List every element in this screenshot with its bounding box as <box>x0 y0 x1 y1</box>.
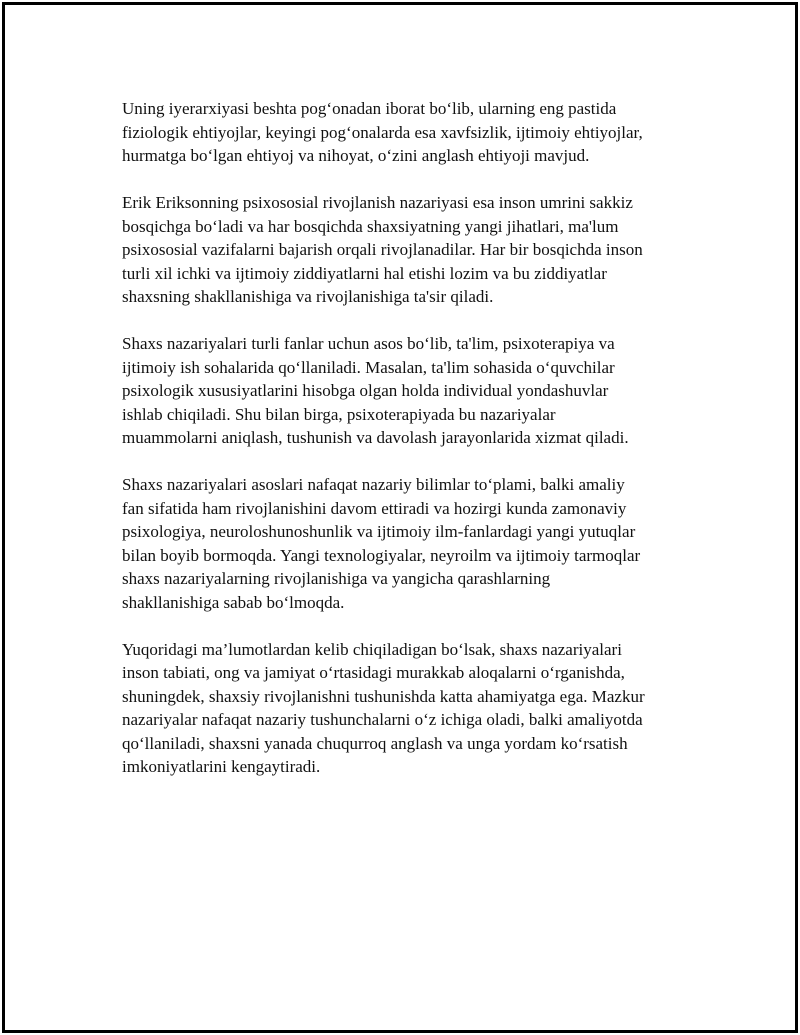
paragraph-1: Uning iyerarxiyasi beshta pog‘onadan iborat bo‘lib, ularning eng pastida fiziologik ehtiyojlar, keyingi pog‘onalarda esa xavfsizlik, ijtimoiy ehtiyojlar, hurmatga bo‘lgan ehtiyoj va nihoyat, o‘zini anglash ehtiyoji mavjud. <box>122 99 643 165</box>
paragraph-2: Erik Eriksonning psixososial rivojlanish nazariyasi esa inson umrini sakkiz bosqichga bo‘ladi va har bosqichda shaxsiyatning yangi jihatlari, ma'lum psixososial vazifalarni bajarish orqali rivojlanadilar. Har bir bosqichda inson turli xil ichki va ijtimoiy ziddiyatlarni hal etishi lozim va bu ziddiyatlar shaxsning shakllanishiga va rivojlanishiga ta'sir qiladi. <box>122 193 643 306</box>
paragraph-3: Shaxs nazariyalari turli fanlar uchun asos bo‘lib, ta'lim, psixoterapiya va ijtimoiy ish sohalarida qo‘llaniladi. Masalan, ta'lim sohasida o‘quvchilar psixologik xususiyatlarini hisobga olgan holda individual yondashuvlar ishlab chiqiladi. Shu bilan birga, psixoterapiyada bu nazariyalar muammolarni aniqlash, tushunish va davolash jarayonlarida xizmat qiladi. <box>122 334 629 447</box>
page-frame <box>2 2 798 1033</box>
document-body <box>122 97 722 779</box>
paragraph-4: Shaxs nazariyalari asoslari nafaqat nazariy bilimlar to‘plami, balki amaliy fan sifatida ham rivojlanishini davom ettiradi va hozirgi kunda zamonaviy psixologiya, neuroloshunoshunlik va ijtimoiy ilm-fanlardagi yangi yutuqlar bilan boyib bormoqda. Yangi texnologiyalar, neyroilm va ijtimoiy tarmoqlar shaxs nazariyalarning rivojlanishiga va yangicha qarashlarning shakllanishiga sabab bo‘lmoqda. <box>122 475 641 612</box>
paragraph-5: Yuqoridagi ma’lumotlardan kelib chiqiladigan bo‘lsak, shaxs nazariyalari inson tabiati, ong va jamiyat o‘rtasidagi murakkab aloqalarni o‘rganishda, shuningdek, shaxsiy rivojlanishni tushunishda katta ahamiyatga ega. Mazkur nazariyalar nafaqat nazariy tushunchalarni o‘z ichiga oladi, balki amaliyotda qo‘llaniladi, shaxsni yanada chuqurroq anglash va unga yordam ko‘rsatish imkoniyatlarini kengaytiradi. <box>122 639 645 776</box>
